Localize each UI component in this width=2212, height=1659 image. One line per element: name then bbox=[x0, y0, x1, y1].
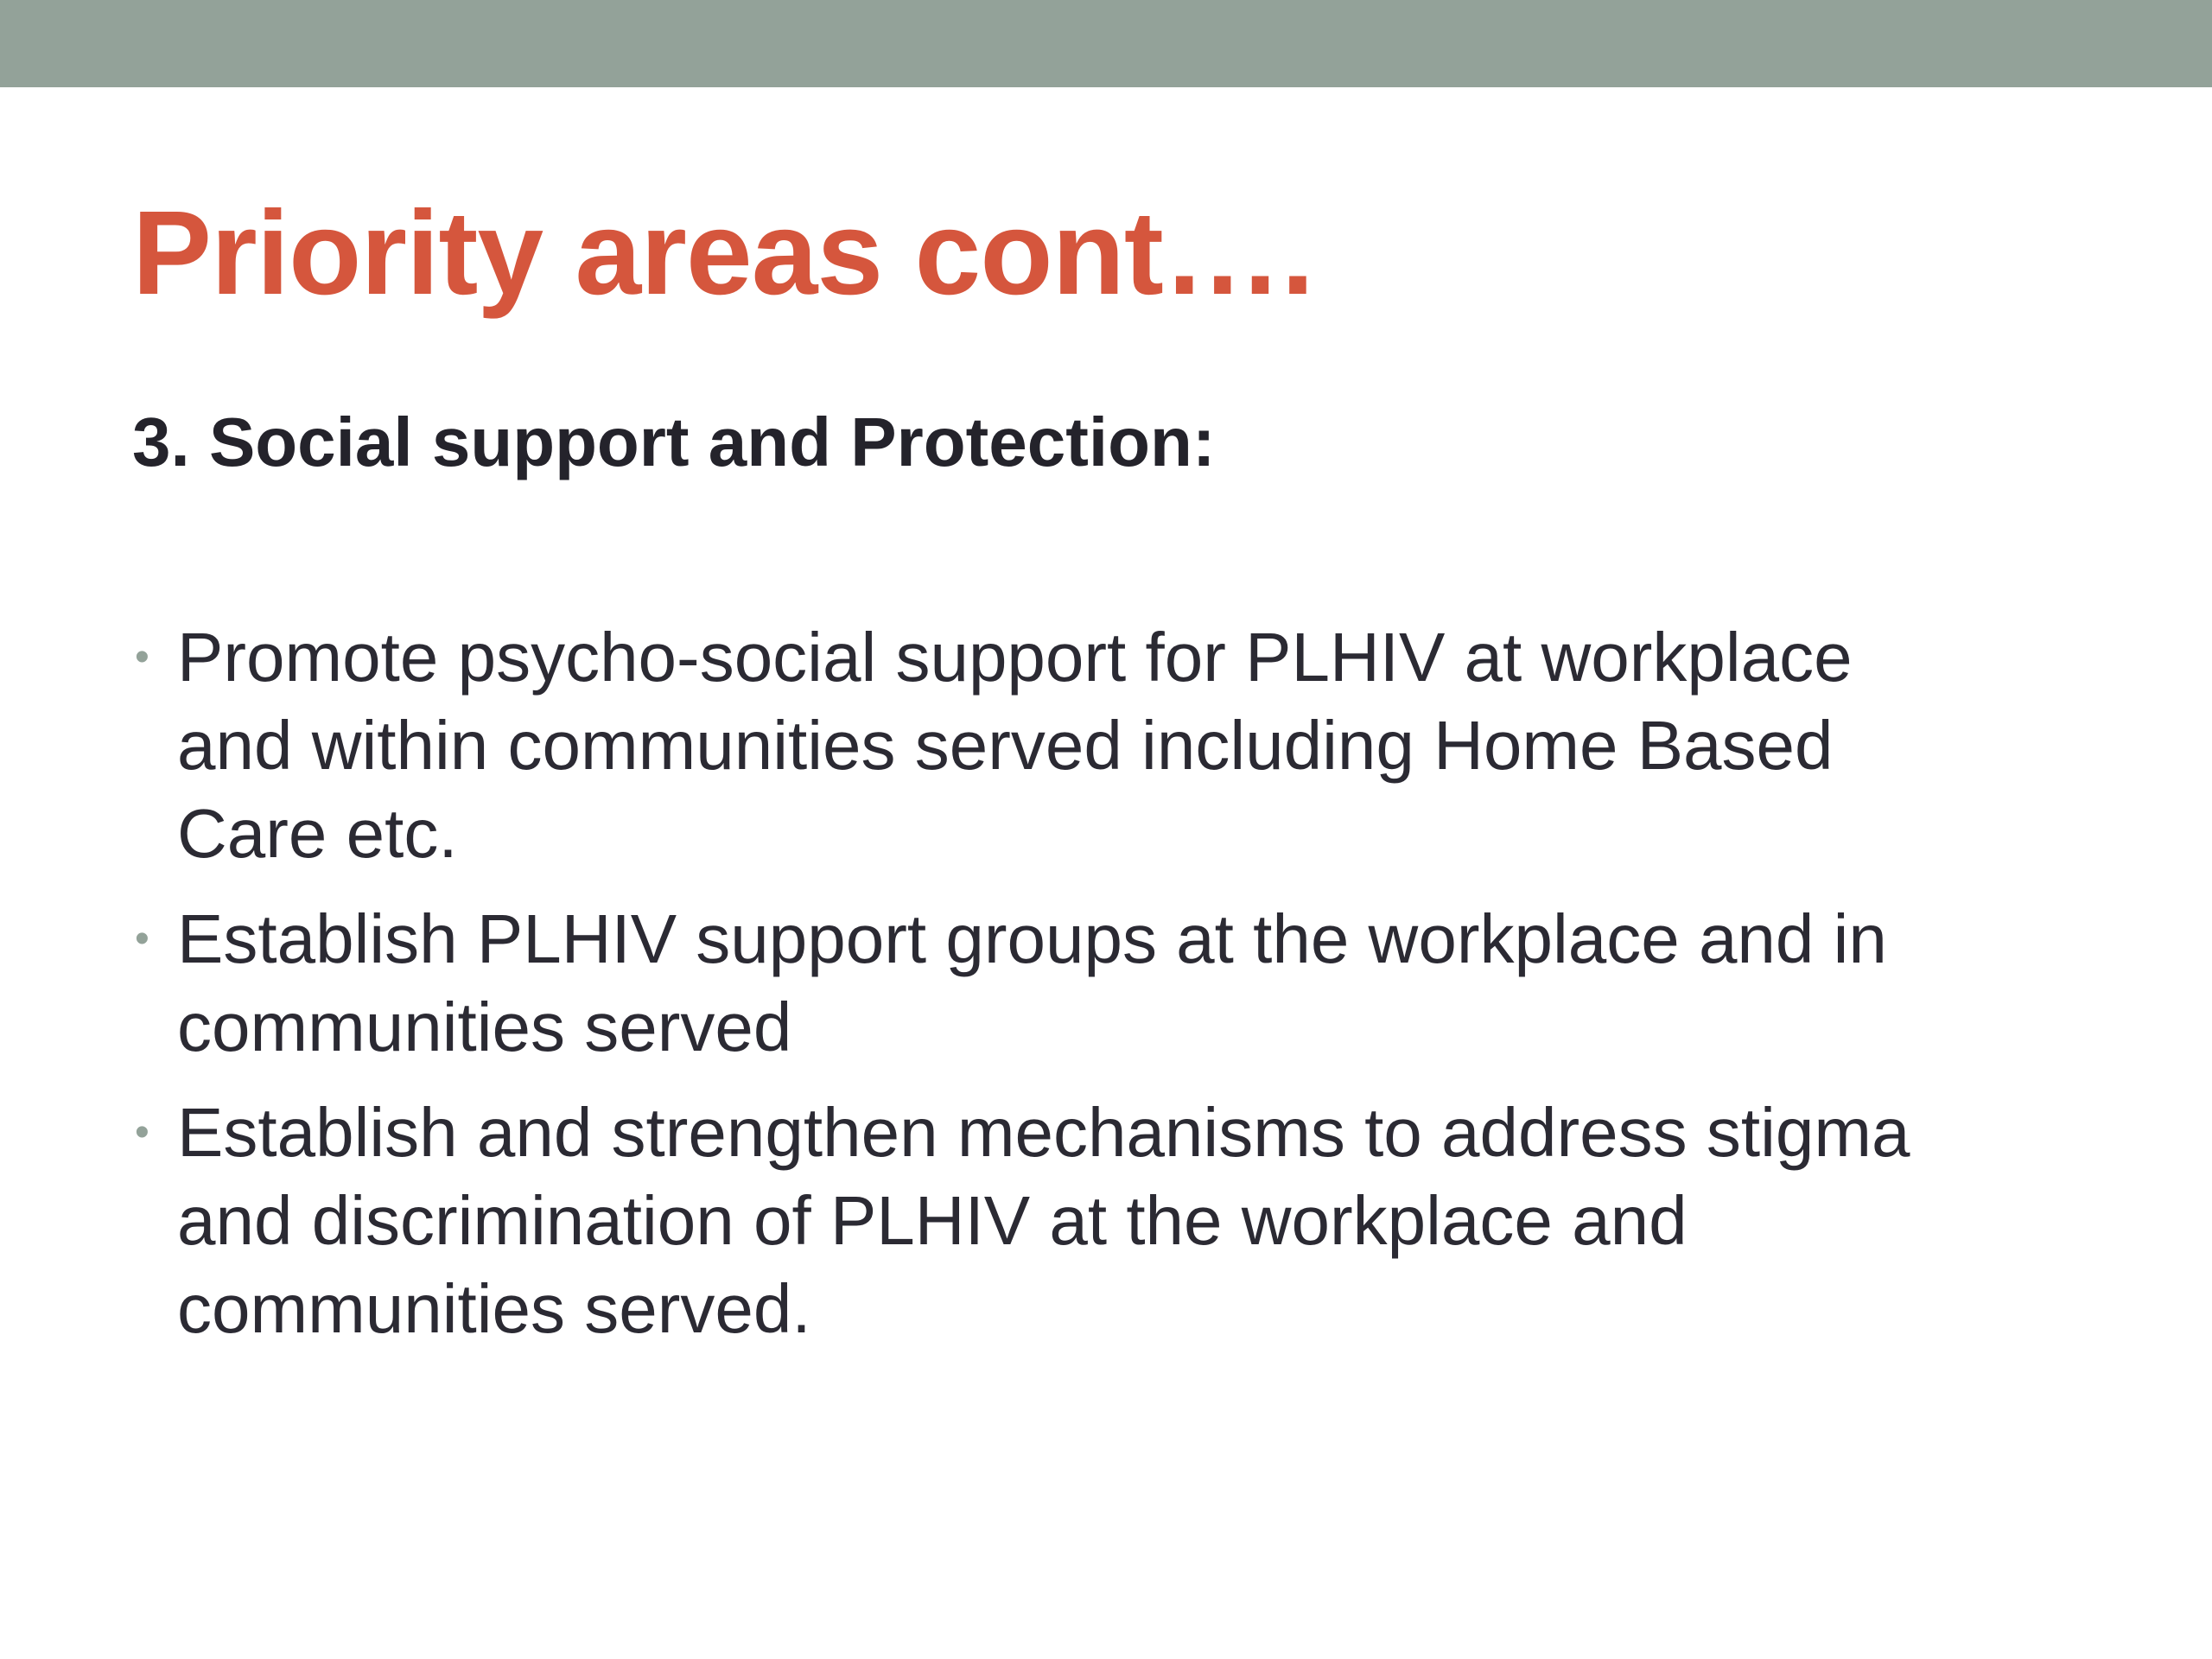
bullet-dot-icon: • bbox=[135, 1109, 149, 1155]
bullet-item-psychosocial-support bbox=[132, 613, 2120, 878]
bullet-line: and discrimination of PLHIV at the workplace and bbox=[177, 1182, 1688, 1259]
slide-title: Priority areas cont…. bbox=[132, 187, 1314, 320]
bullet-line: Establish and strengthen mechanisms to address stigma bbox=[177, 1094, 1910, 1171]
bullet-dot-icon: • bbox=[135, 916, 149, 962]
bullet-line: and within communities served including Home Based bbox=[177, 707, 1834, 784]
bullet-line: Establish PLHIV support groups at the workplace and in bbox=[177, 900, 1887, 977]
bullet-line: Care etc. bbox=[177, 795, 458, 872]
bullet-line: Promote psycho-social support for PLHIV at workplace bbox=[177, 619, 1853, 696]
bullet-item-stigma-mechanisms bbox=[132, 1089, 2120, 1353]
section-heading: 3. Social support and Protection: bbox=[132, 404, 1216, 480]
top-accent-bar bbox=[0, 0, 2212, 87]
bullet-line: communities served bbox=[177, 988, 792, 1065]
bullet-line: communities served. bbox=[177, 1270, 811, 1347]
bullet-list bbox=[132, 613, 2120, 1370]
bullet-item-support-groups bbox=[132, 895, 2120, 1071]
bullet-dot-icon: • bbox=[135, 634, 149, 680]
